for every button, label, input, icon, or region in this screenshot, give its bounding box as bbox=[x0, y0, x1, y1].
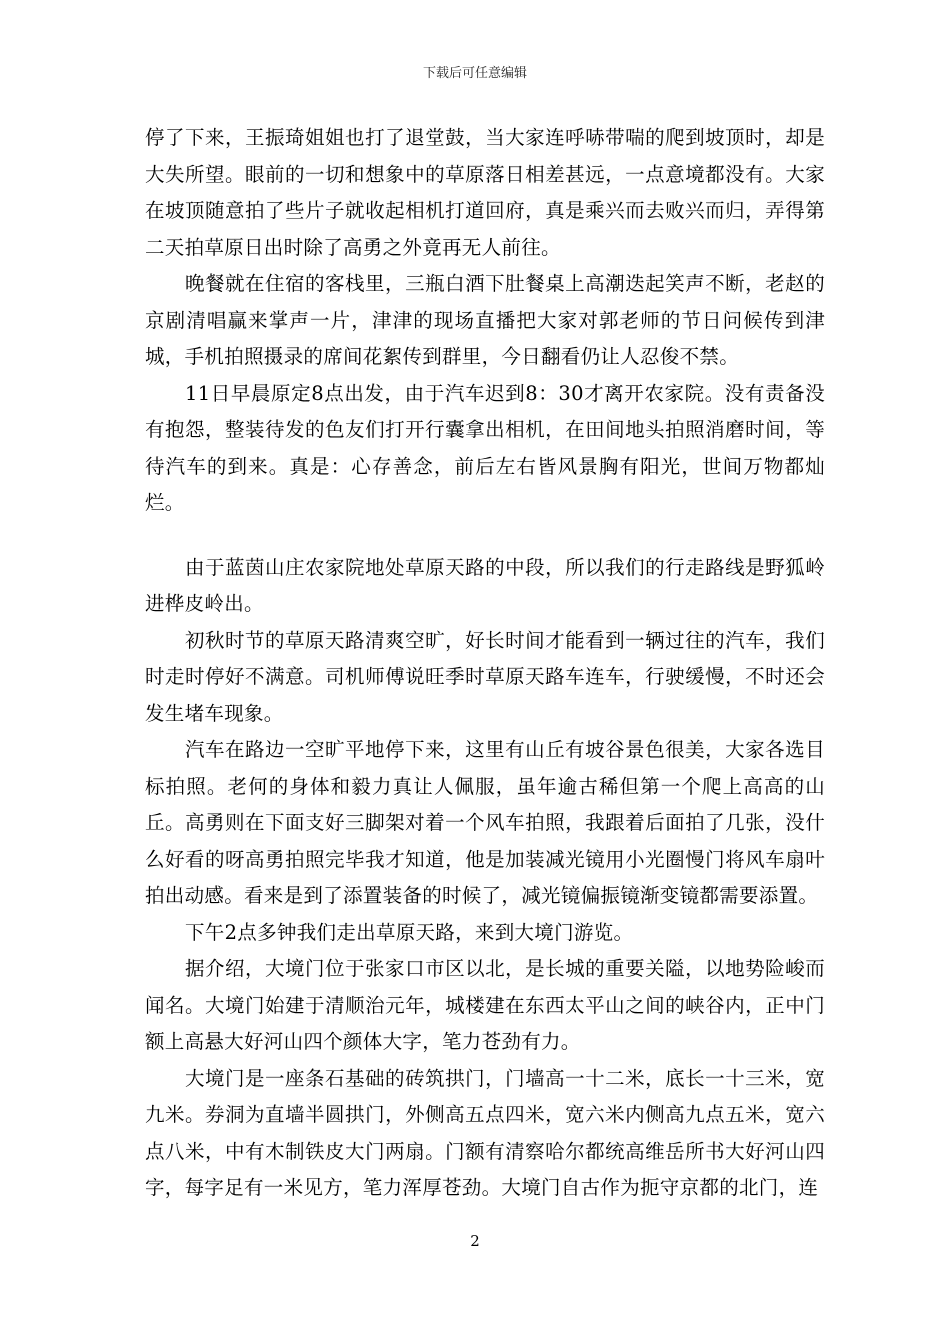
document-body bbox=[145, 120, 825, 1207]
paragraph: 初秋时节的草原天路清爽空旷，好长时间才能看到一辆过往的汽车，我们时走时停好不满意。司机师傅说旺季时草原天路车连车，行驶缓慢，不时还会发生堵车现象。 bbox=[145, 628, 825, 725]
page-number: 2 bbox=[470, 1232, 480, 1250]
paragraph: 停了下来，王振琦姐姐也打了退堂鼓，当大家连呼哧带喘的爬到坡顶时，却是大失所望。眼前的一切和想象中的草原落日相差甚远，一点意境都没有。大家在坡顶随意拍了些片子就收起相机打道回府，真是乘兴而去败兴而归，弄得第二天拍草原日出时除了高勇之外竟再无人前往。 bbox=[145, 126, 825, 259]
paragraph: 汽车在路边一空旷平地停下来，这里有山丘有坡谷景色很美，大家各选目标拍照。老何的身体和毅力真让人佩服，虽年逾古稀但第一个爬上高高的山丘。高勇则在下面支好三脚架对着一个风车拍照，我跟着后面拍了几张，没什么好看的呀高勇拍照完毕我才知道，他是加装减光镜用小光圈慢门将风车扇叶拍出动感。看来是到了添置装备的时候了，减光镜偏振镜渐变镜都需要添置。 bbox=[145, 738, 825, 907]
page-header: 下载后可任意编辑 bbox=[422, 66, 527, 81]
paragraph: 11日早晨原定8点出发，由于汽车迟到8：30才离开农家院。没有责备没有抱怨，整装待发的色友们打开行囊拿出相机，在田间地头拍照消磨时间，等待汽车的到来。真是：心存善念，前后左右皆风景胸有阳光，世间万物都灿烂。 bbox=[145, 381, 825, 514]
paragraph: 由于蓝茵山庄农家院地处草原天路的中段，所以我们的行走路线是野狐岭进桦皮岭出。 bbox=[145, 555, 825, 615]
paragraph: 大境门是一座条石基础的砖筑拱门，门墙高一十二米，底长一十三米，宽九米。券洞为直墙半圆拱门，外侧高五点四米，宽六米内侧高九点五米，宽六点八米，中有木制铁皮大门两扇。门额有清察哈尔都统高维岳所书大好河山四字，每字足有一米见方，笔力浑厚苍劲。大境门自古作为扼守京都的北门，连 bbox=[145, 1066, 825, 1199]
paragraph: 下午2点多钟我们走出草原天路，来到大境门游览。 bbox=[185, 920, 634, 944]
paragraph: 据介绍，大境门位于张家口市区以北，是长城的重要关隘，以地势险峻而闻名。大境门始建于清顺治元年，城楼建在东西太平山之间的峡谷内，正中门额上高悬大好河山四个颜体大字，笔力苍劲有力。 bbox=[145, 957, 825, 1053]
paragraph: 晚餐就在住宿的客栈里，三瓶白酒下肚餐桌上高潮迭起笑声不断，老赵的京剧清唱赢来掌声一片，津津的现场直播把大家对郭老师的节日问候传到津城，手机拍照摄录的席间花絮传到群里，今日翻看仍让人忍俊不禁。 bbox=[145, 272, 825, 368]
